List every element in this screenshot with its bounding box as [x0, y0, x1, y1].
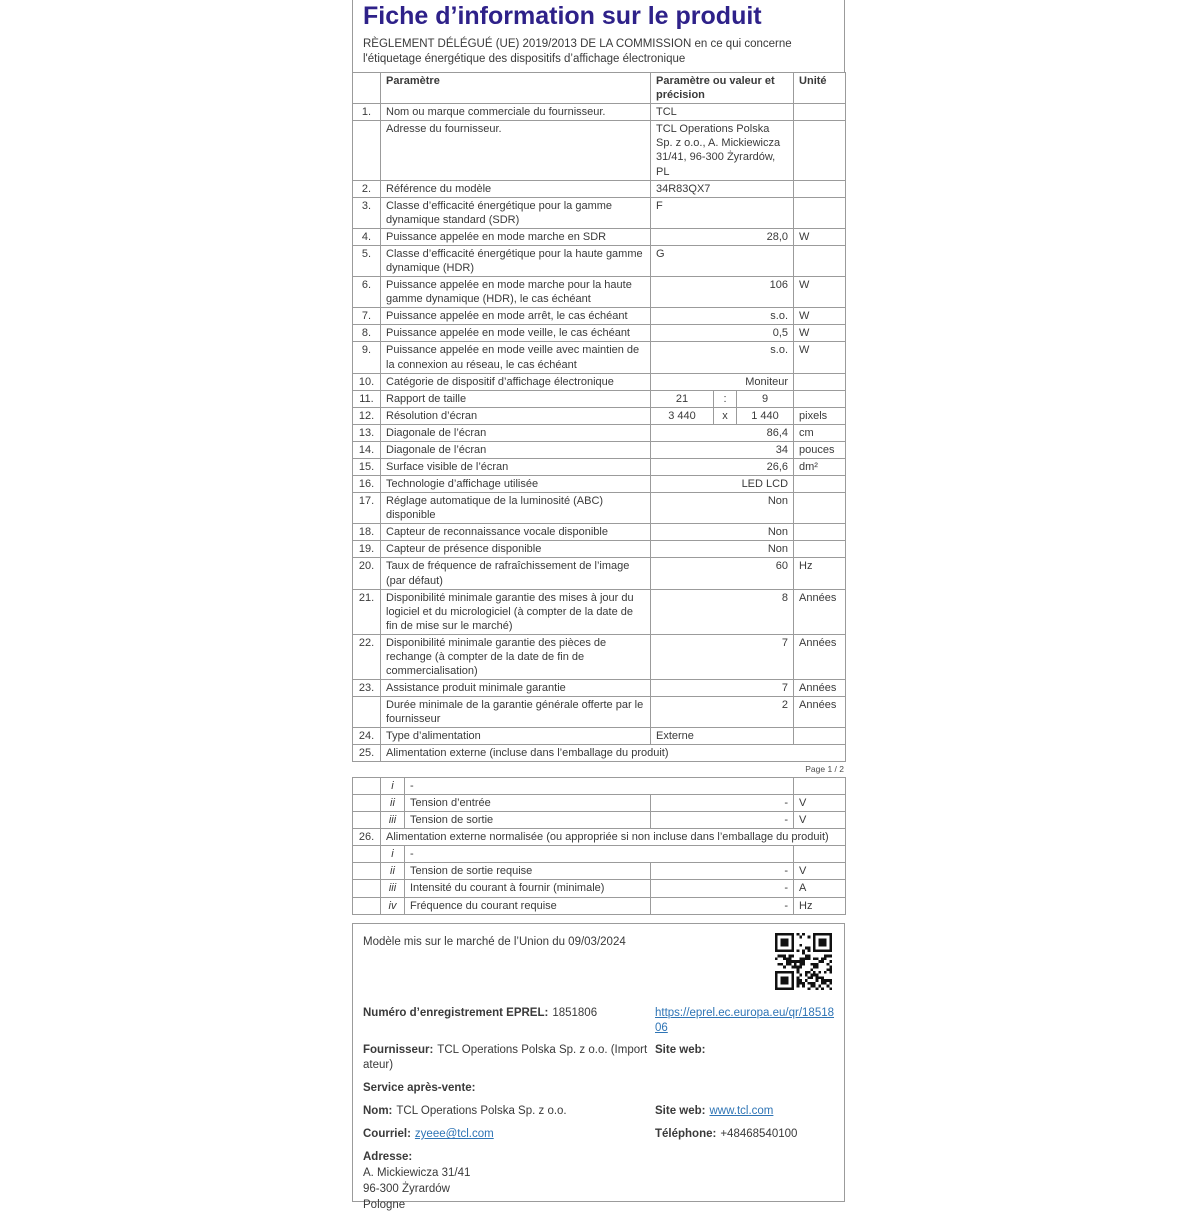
service-label: Service après-vente: — [363, 1082, 476, 1095]
param-cell: Fréquence du courant requise — [405, 897, 651, 914]
unit-cell — [794, 728, 846, 745]
param-cell: Réglage automatique de la luminosité (ABC) disponible — [381, 493, 651, 524]
address-label: Adresse: — [363, 1151, 413, 1164]
row-number — [353, 697, 381, 728]
table-row — [353, 424, 846, 441]
value-cell: - — [405, 846, 794, 863]
param-cell: Puissance appelée en mode marche en SDR — [381, 228, 651, 245]
param-cell: Surface visible de l’écran — [381, 458, 651, 475]
table-row — [353, 558, 846, 589]
table-row — [353, 308, 846, 325]
table-row — [353, 745, 846, 762]
row-number: 15. — [353, 458, 381, 475]
unit-cell: V — [794, 863, 846, 880]
unit-cell: Années — [794, 589, 846, 634]
param-cell: Tension d’entrée — [405, 795, 651, 812]
unit-cell — [794, 121, 846, 180]
unit-cell: W — [794, 325, 846, 342]
value-cell: TCL — [651, 104, 794, 121]
row-number: 10. — [353, 373, 381, 390]
value-sub-cell: 9 — [737, 390, 794, 407]
value-cell: F — [651, 197, 794, 228]
document-page — [352, 0, 845, 1212]
value-cell: s.o. — [651, 342, 794, 373]
param-cell: Catégorie de dispositif d’affichage électronique — [381, 373, 651, 390]
row-number: 5. — [353, 245, 381, 276]
param-cell: Puissance appelée en mode arrêt, le cas échéant — [381, 308, 651, 325]
siteweb2-label: Site web: — [655, 1105, 706, 1118]
param-cell: Référence du modèle — [381, 180, 651, 197]
param-cell: Assistance produit minimale garantie — [381, 680, 651, 697]
param-cell: Type d’alimentation — [381, 728, 651, 745]
page-title: Fiche d’information sur le produit — [363, 2, 762, 30]
param-cell: Alimentation externe (incluse dans l’emballage du produit) — [381, 745, 846, 762]
unit-cell: W — [794, 308, 846, 325]
unit-cell — [794, 245, 846, 276]
continuation-table — [352, 777, 846, 915]
table-row — [353, 880, 846, 897]
param-cell: Puissance appelée en mode veille, le cas échéant — [381, 325, 651, 342]
sub-number: ii — [381, 863, 405, 880]
value-cell: 106 — [651, 277, 794, 308]
eprel-value: 1851806 — [552, 1006, 598, 1019]
footer-box — [352, 923, 845, 1212]
param-cell: Rapport de taille — [381, 390, 651, 407]
header-parametre: Paramètre — [381, 73, 651, 104]
row-number: 6. — [353, 277, 381, 308]
address-line: 96-300 Żyrardów — [363, 1183, 450, 1196]
value-cell: 26,6 — [651, 458, 794, 475]
row-number: 1. — [353, 104, 381, 121]
row-number: 9. — [353, 342, 381, 373]
value-cell: Moniteur — [651, 373, 794, 390]
continuation-table-body — [353, 777, 846, 914]
param-cell: Tension de sortie — [405, 812, 651, 829]
param-cell: Nom ou marque commerciale du fournisseur. — [381, 104, 651, 121]
table-row — [353, 863, 846, 880]
table-row — [353, 728, 846, 745]
row-number — [353, 897, 381, 914]
table-row — [353, 541, 846, 558]
name-row — [363, 1104, 655, 1119]
param-cell: Disponibilité minimale garantie des mises à jour du logiciel et du micrologiciel (à compter de la date de fin de mise sur le marché) — [381, 589, 651, 634]
table-row — [353, 121, 846, 180]
market-date: Modèle mis sur le marché de l’Union du 09/03/2024 — [363, 935, 626, 948]
eprel-link[interactable]: https://eprel.ec.europa.eu/qr/1851806 — [655, 1006, 835, 1034]
table-row — [353, 812, 846, 829]
row-number: 26. — [353, 829, 381, 846]
param-cell: Capteur de présence disponible — [381, 541, 651, 558]
unit-cell: dm² — [794, 458, 846, 475]
row-number: 4. — [353, 228, 381, 245]
value-cell: - — [405, 777, 794, 794]
row-number: 22. — [353, 634, 381, 679]
table-row — [353, 390, 846, 407]
phone-value: +48468540100 — [720, 1128, 798, 1141]
row-number — [353, 777, 381, 794]
value-cell: - — [651, 897, 794, 914]
value-sub-cell: 1 440 — [737, 407, 794, 424]
unit-cell — [794, 390, 846, 407]
unit-cell: Années — [794, 634, 846, 679]
table-row — [353, 897, 846, 914]
value-cell: Non — [651, 524, 794, 541]
name-value: TCL Operations Polska Sp. z o.o. — [396, 1105, 567, 1118]
row-number: 12. — [353, 407, 381, 424]
table-row — [353, 846, 846, 863]
page-subtitle: RÈGLEMENT DÉLÉGUÉ (UE) 2019/2013 DE LA COMMISSION en ce qui concerne l'étiquetage énergétique des dispositifs d’affichage électronique — [363, 37, 792, 65]
unit-cell: W — [794, 228, 846, 245]
value-cell: 0,5 — [651, 325, 794, 342]
header-number-col — [353, 73, 381, 104]
unit-cell: pixels — [794, 407, 846, 424]
table-row — [353, 795, 846, 812]
value-cell: G — [651, 245, 794, 276]
row-number: 25. — [353, 745, 381, 762]
param-cell: Diagonale de l’écran — [381, 441, 651, 458]
unit-cell: Années — [794, 680, 846, 697]
unit-cell: pouces — [794, 441, 846, 458]
email-row — [363, 1127, 655, 1142]
unit-cell: A — [794, 880, 846, 897]
row-number: 2. — [353, 180, 381, 197]
value-cell: - — [651, 812, 794, 829]
param-cell: Tension de sortie requise — [405, 863, 651, 880]
table-row — [353, 697, 846, 728]
value-cell: 2 — [651, 697, 794, 728]
unit-cell: Années — [794, 697, 846, 728]
table-row — [353, 197, 846, 228]
value-cell: - — [651, 880, 794, 897]
value-cell: 86,4 — [651, 424, 794, 441]
value-cell: Externe — [651, 728, 794, 745]
product-table-body — [353, 104, 846, 762]
param-cell: Alimentation externe normalisée (ou appropriée si non incluse dans l’emballage du produit) — [381, 829, 846, 846]
table-row — [353, 228, 846, 245]
row-number — [353, 812, 381, 829]
qr-code-icon — [775, 933, 832, 990]
row-number: 17. — [353, 493, 381, 524]
table-row — [353, 458, 846, 475]
row-number: 13. — [353, 424, 381, 441]
param-cell: Intensité du courant à fournir (minimale) — [405, 880, 651, 897]
email-link[interactable]: zyeee@tcl.com — [414, 1128, 494, 1141]
unit-cell — [794, 524, 846, 541]
row-number: 18. — [353, 524, 381, 541]
param-cell: Taux de fréquence de rafraîchissement de l’image (par défaut) — [381, 558, 651, 589]
value-cell: - — [651, 795, 794, 812]
value-cell: Non — [651, 541, 794, 558]
value-separator: x — [714, 407, 737, 424]
param-cell: Durée minimale de la garantie générale offerte par le fournisseur — [381, 697, 651, 728]
table-row — [353, 829, 846, 846]
sub-number: ii — [381, 795, 405, 812]
sub-number: iii — [381, 880, 405, 897]
eprel-label: Numéro d’enregistrement EPREL: — [363, 1006, 549, 1019]
unit-cell — [794, 104, 846, 121]
sub-number: iv — [381, 897, 405, 914]
unit-cell — [794, 180, 846, 197]
address-line: Pologne — [363, 1199, 406, 1212]
row-number: 7. — [353, 308, 381, 325]
value-sub-cell: 3 440 — [651, 407, 714, 424]
param-cell: Technologie d’affichage utilisée — [381, 476, 651, 493]
table-row — [353, 441, 846, 458]
row-number: 21. — [353, 589, 381, 634]
eprel-row — [363, 1006, 655, 1036]
table-row — [353, 104, 846, 121]
table-row — [353, 524, 846, 541]
value-cell: 7 — [651, 634, 794, 679]
value-cell: LED LCD — [651, 476, 794, 493]
table-row — [353, 777, 846, 794]
unit-cell: Hz — [794, 897, 846, 914]
row-number: 19. — [353, 541, 381, 558]
title-block — [352, 0, 845, 72]
table-row — [353, 277, 846, 308]
row-number — [353, 863, 381, 880]
value-cell: - — [651, 863, 794, 880]
table-row — [353, 373, 846, 390]
header-unite: Unité — [794, 73, 846, 104]
table-row — [353, 245, 846, 276]
table-row — [353, 680, 846, 697]
row-number: 23. — [353, 680, 381, 697]
unit-cell — [794, 197, 846, 228]
row-number: 14. — [353, 441, 381, 458]
email-label: Courriel: — [363, 1128, 411, 1141]
param-cell: Résolution d’écran — [381, 407, 651, 424]
table-row — [353, 325, 846, 342]
unit-cell — [794, 541, 846, 558]
row-number — [353, 795, 381, 812]
row-number: 16. — [353, 476, 381, 493]
sub-number: i — [381, 777, 405, 794]
value-cell: 34 — [651, 441, 794, 458]
param-cell: Diagonale de l’écran — [381, 424, 651, 441]
page-number-label: Page 1 / 2 — [805, 764, 844, 775]
sub-number: iii — [381, 812, 405, 829]
row-number — [353, 121, 381, 180]
phone-label: Téléphone: — [655, 1128, 717, 1141]
row-number — [353, 846, 381, 863]
unit-cell: V — [794, 812, 846, 829]
table-row — [353, 342, 846, 373]
table-row — [353, 634, 846, 679]
param-cell: Disponibilité minimale garantie des pièces de rechange (à compter de la date de fin de commercialisation) — [381, 634, 651, 679]
table-row — [353, 180, 846, 197]
table-row — [353, 493, 846, 524]
address-block — [363, 1150, 655, 1213]
name-label: Nom: — [363, 1105, 393, 1118]
row-number: 3. — [353, 197, 381, 228]
siteweb-link[interactable]: www.tcl.com — [709, 1105, 774, 1118]
value-cell: 28,0 — [651, 228, 794, 245]
service-row — [363, 1081, 655, 1096]
value-cell: 34R83QX7 — [651, 180, 794, 197]
value-separator: : — [714, 390, 737, 407]
unit-cell — [794, 476, 846, 493]
siteweb-label: Site web: — [655, 1044, 706, 1057]
unit-cell: V — [794, 795, 846, 812]
header-valeur: Paramètre ou valeur et précision — [651, 73, 794, 104]
param-cell: Puissance appelée en mode marche pour la haute gamme dynamique (HDR), le cas échéant — [381, 277, 651, 308]
row-number: 11. — [353, 390, 381, 407]
unit-cell — [794, 777, 846, 794]
unit-cell: W — [794, 342, 846, 373]
table-row — [353, 407, 846, 424]
table-row — [353, 589, 846, 634]
unit-cell: W — [794, 277, 846, 308]
supplier-value: TCL Operations Polska Sp. z o.o. (Importateur) — [363, 1044, 648, 1072]
value-cell: s.o. — [651, 308, 794, 325]
row-number: 24. — [353, 728, 381, 745]
table-header-row — [353, 73, 846, 104]
sub-number: i — [381, 846, 405, 863]
unit-cell — [794, 846, 846, 863]
row-number — [353, 880, 381, 897]
unit-cell: cm — [794, 424, 846, 441]
value-sub-cell: 21 — [651, 390, 714, 407]
value-cell: Non — [651, 493, 794, 524]
address-line: A. Mickiewicza 31/41 — [363, 1167, 471, 1180]
product-info-table — [352, 72, 846, 762]
value-cell: 7 — [651, 680, 794, 697]
param-cell: Classe d’efficacité énergétique pour la haute gamme dynamique (HDR) — [381, 245, 651, 276]
value-cell: 8 — [651, 589, 794, 634]
unit-cell — [794, 373, 846, 390]
param-cell: Puissance appelée en mode veille avec maintien de la connexion au réseau, le cas échéant — [381, 342, 651, 373]
row-number: 20. — [353, 558, 381, 589]
unit-cell — [794, 493, 846, 524]
param-cell: Capteur de reconnaissance vocale disponible — [381, 524, 651, 541]
value-cell: TCL Operations Polska Sp. z o.o., A. Mickiewicza 31/41, 96-300 Żyrardów, PL — [651, 121, 794, 180]
unit-cell: Hz — [794, 558, 846, 589]
param-cell: Classe d’efficacité énergétique pour la gamme dynamique standard (SDR) — [381, 197, 651, 228]
value-cell: 60 — [651, 558, 794, 589]
row-number: 8. — [353, 325, 381, 342]
param-cell: Adresse du fournisseur. — [381, 121, 651, 180]
table-row — [353, 476, 846, 493]
supplier-row — [363, 1043, 655, 1073]
supplier-label: Fournisseur: — [363, 1044, 434, 1057]
